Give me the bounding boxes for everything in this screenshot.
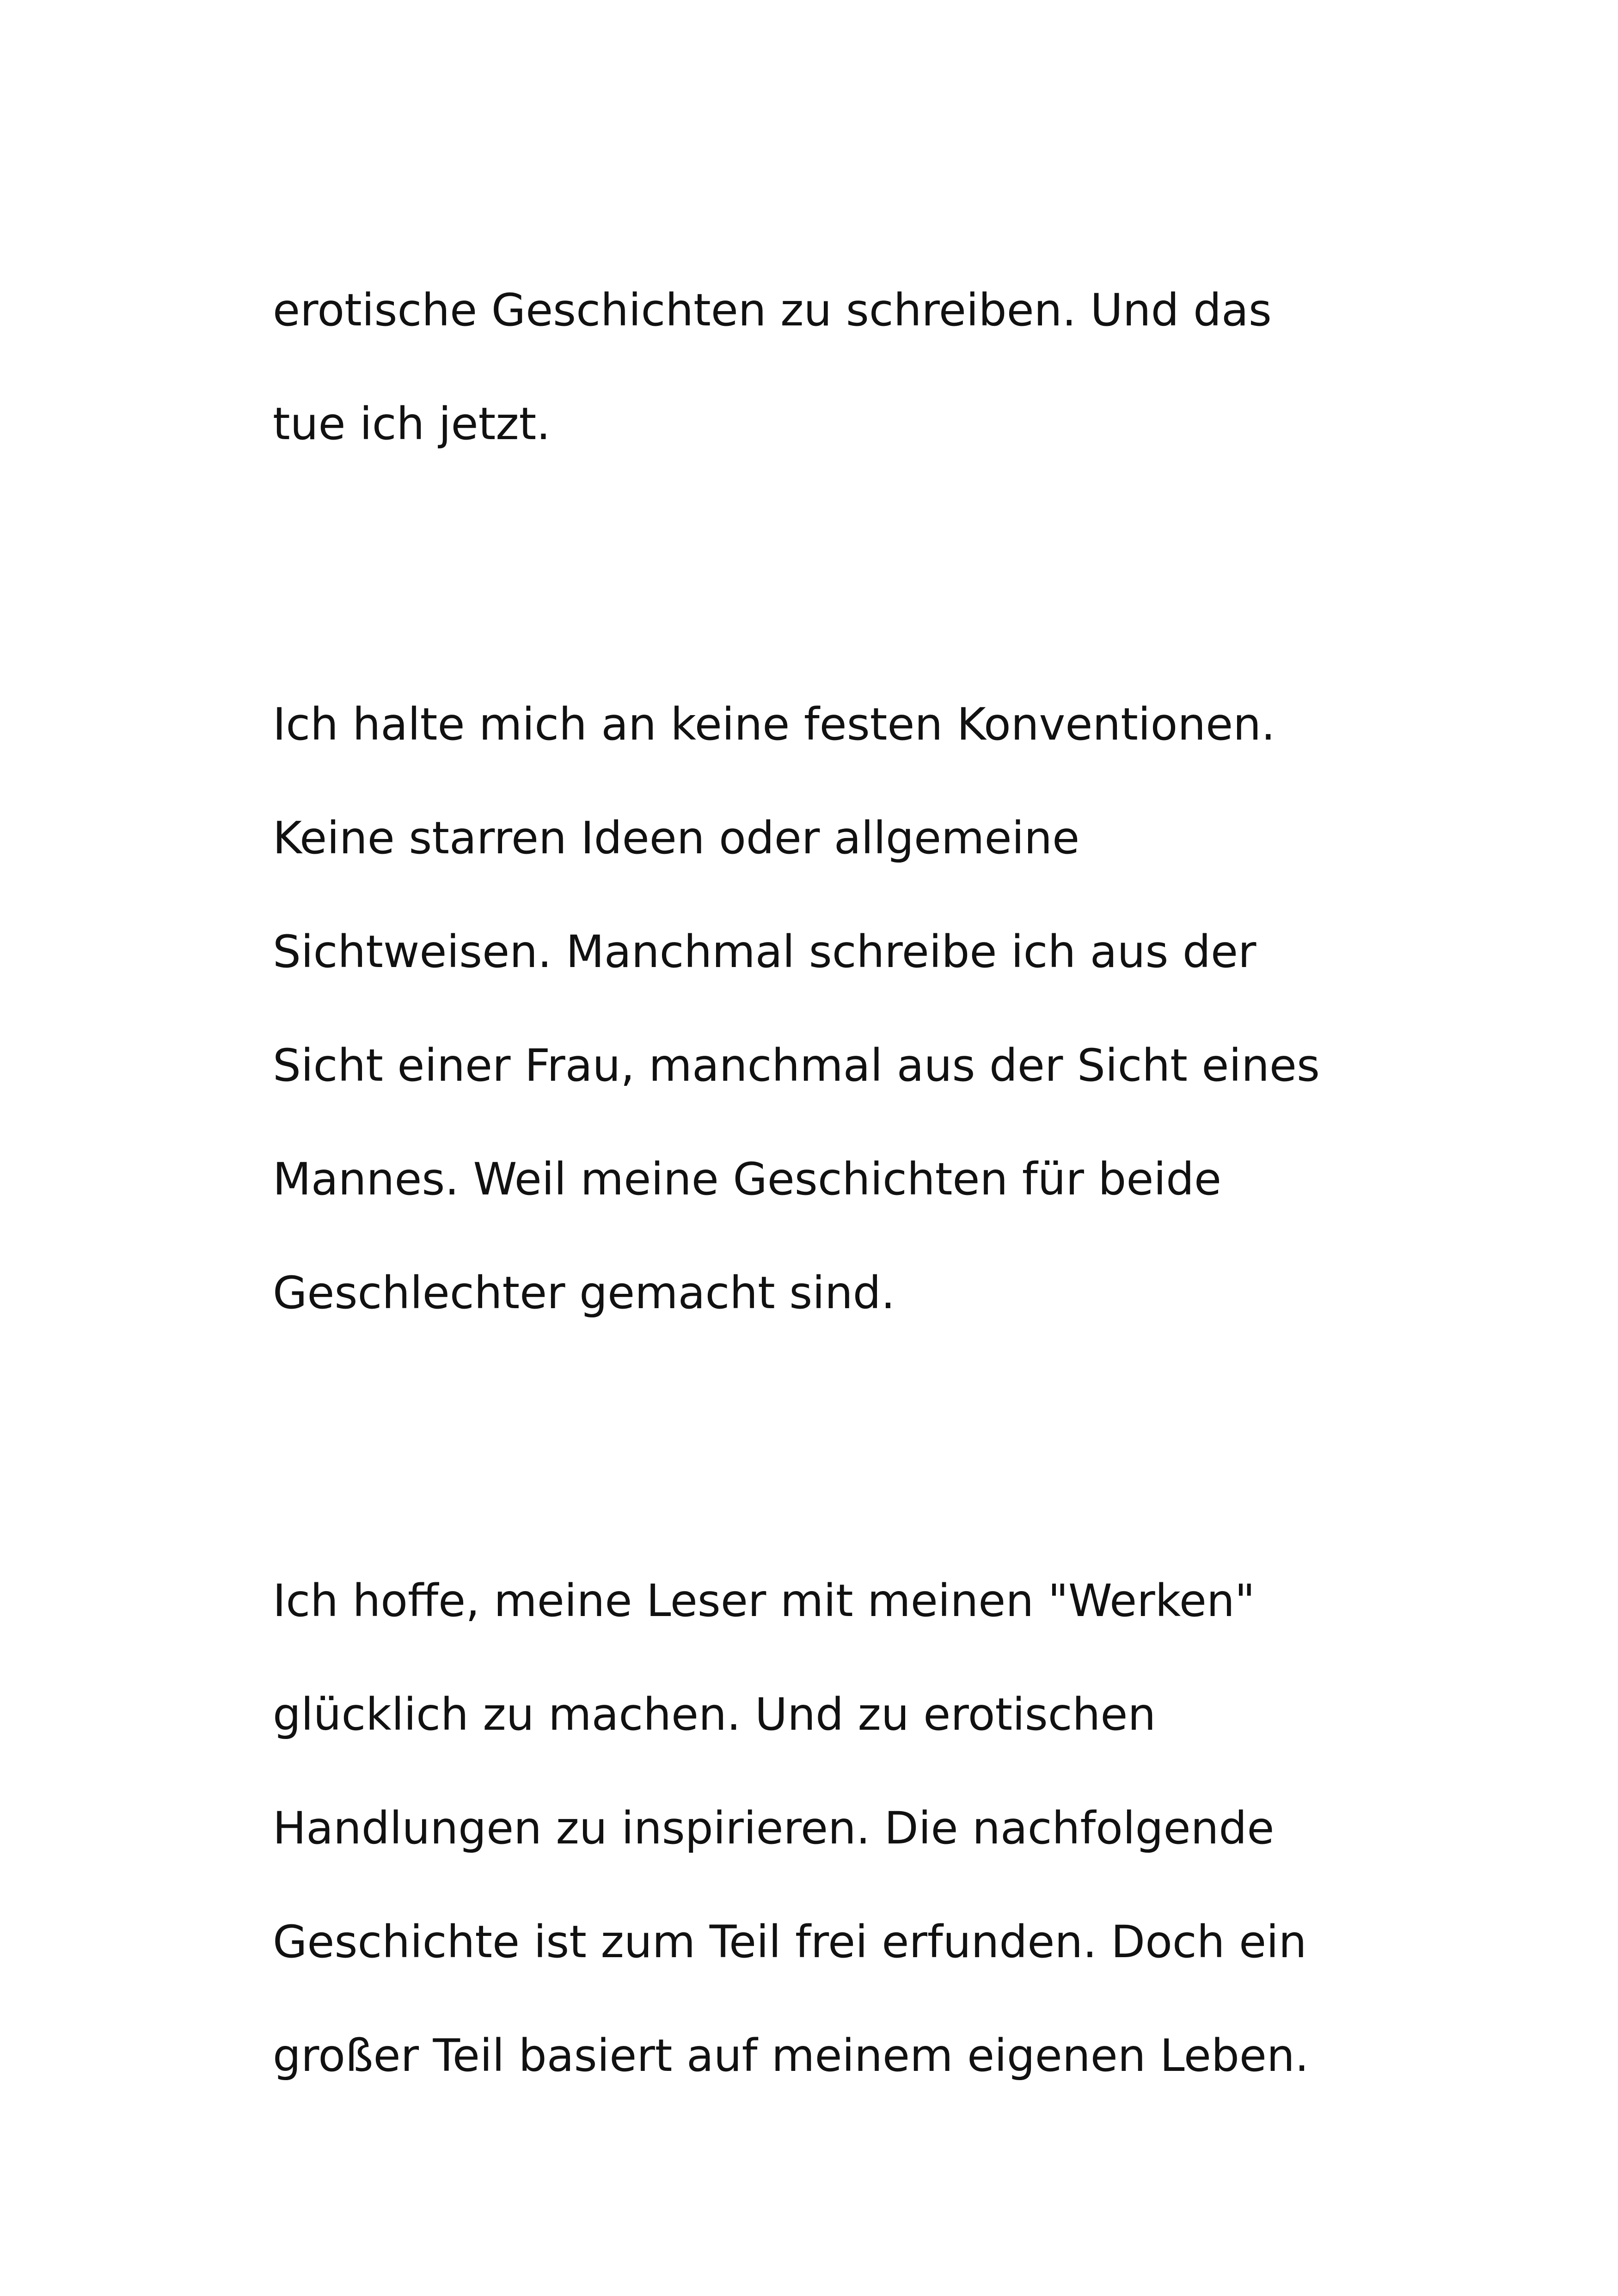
text-line: Geschichte ist zum Teil frei erfunden. Doch ein bbox=[273, 1916, 1307, 1968]
text-line: Ich hoffe, meine Leser mit meinen "Werken" bbox=[273, 1575, 1255, 1627]
text-line: großer Teil basiert auf meinem eigenen Leben. bbox=[273, 2030, 1309, 2082]
paragraph-3 bbox=[273, 1544, 1382, 2112]
text-line: Ich halte mich an keine festen Konventionen. bbox=[273, 698, 1275, 750]
text-line: Keine starren Ideen oder allgemeine bbox=[273, 812, 1080, 864]
text-line: Handlungen zu inspirieren. Die nachfolgende bbox=[273, 1802, 1275, 1854]
paragraph-1 bbox=[273, 253, 1382, 481]
text-line: Mannes. Weil meine Geschichten für beide bbox=[273, 1153, 1222, 1205]
text-line: erotische Geschichten zu schreiben. Und das bbox=[273, 284, 1272, 336]
text-line: Sichtweisen. Manchmal schreibe ich aus der bbox=[273, 926, 1256, 978]
text-line: tue ich jetzt. bbox=[273, 398, 551, 450]
paragraph-2 bbox=[273, 667, 1382, 1350]
text-line: Geschlechter gemacht sind. bbox=[273, 1267, 895, 1319]
text-line: Sicht einer Frau, manchmal aus der Sicht eines bbox=[273, 1040, 1320, 1091]
text-line: glücklich zu machen. Und zu erotischen bbox=[273, 1689, 1156, 1740]
